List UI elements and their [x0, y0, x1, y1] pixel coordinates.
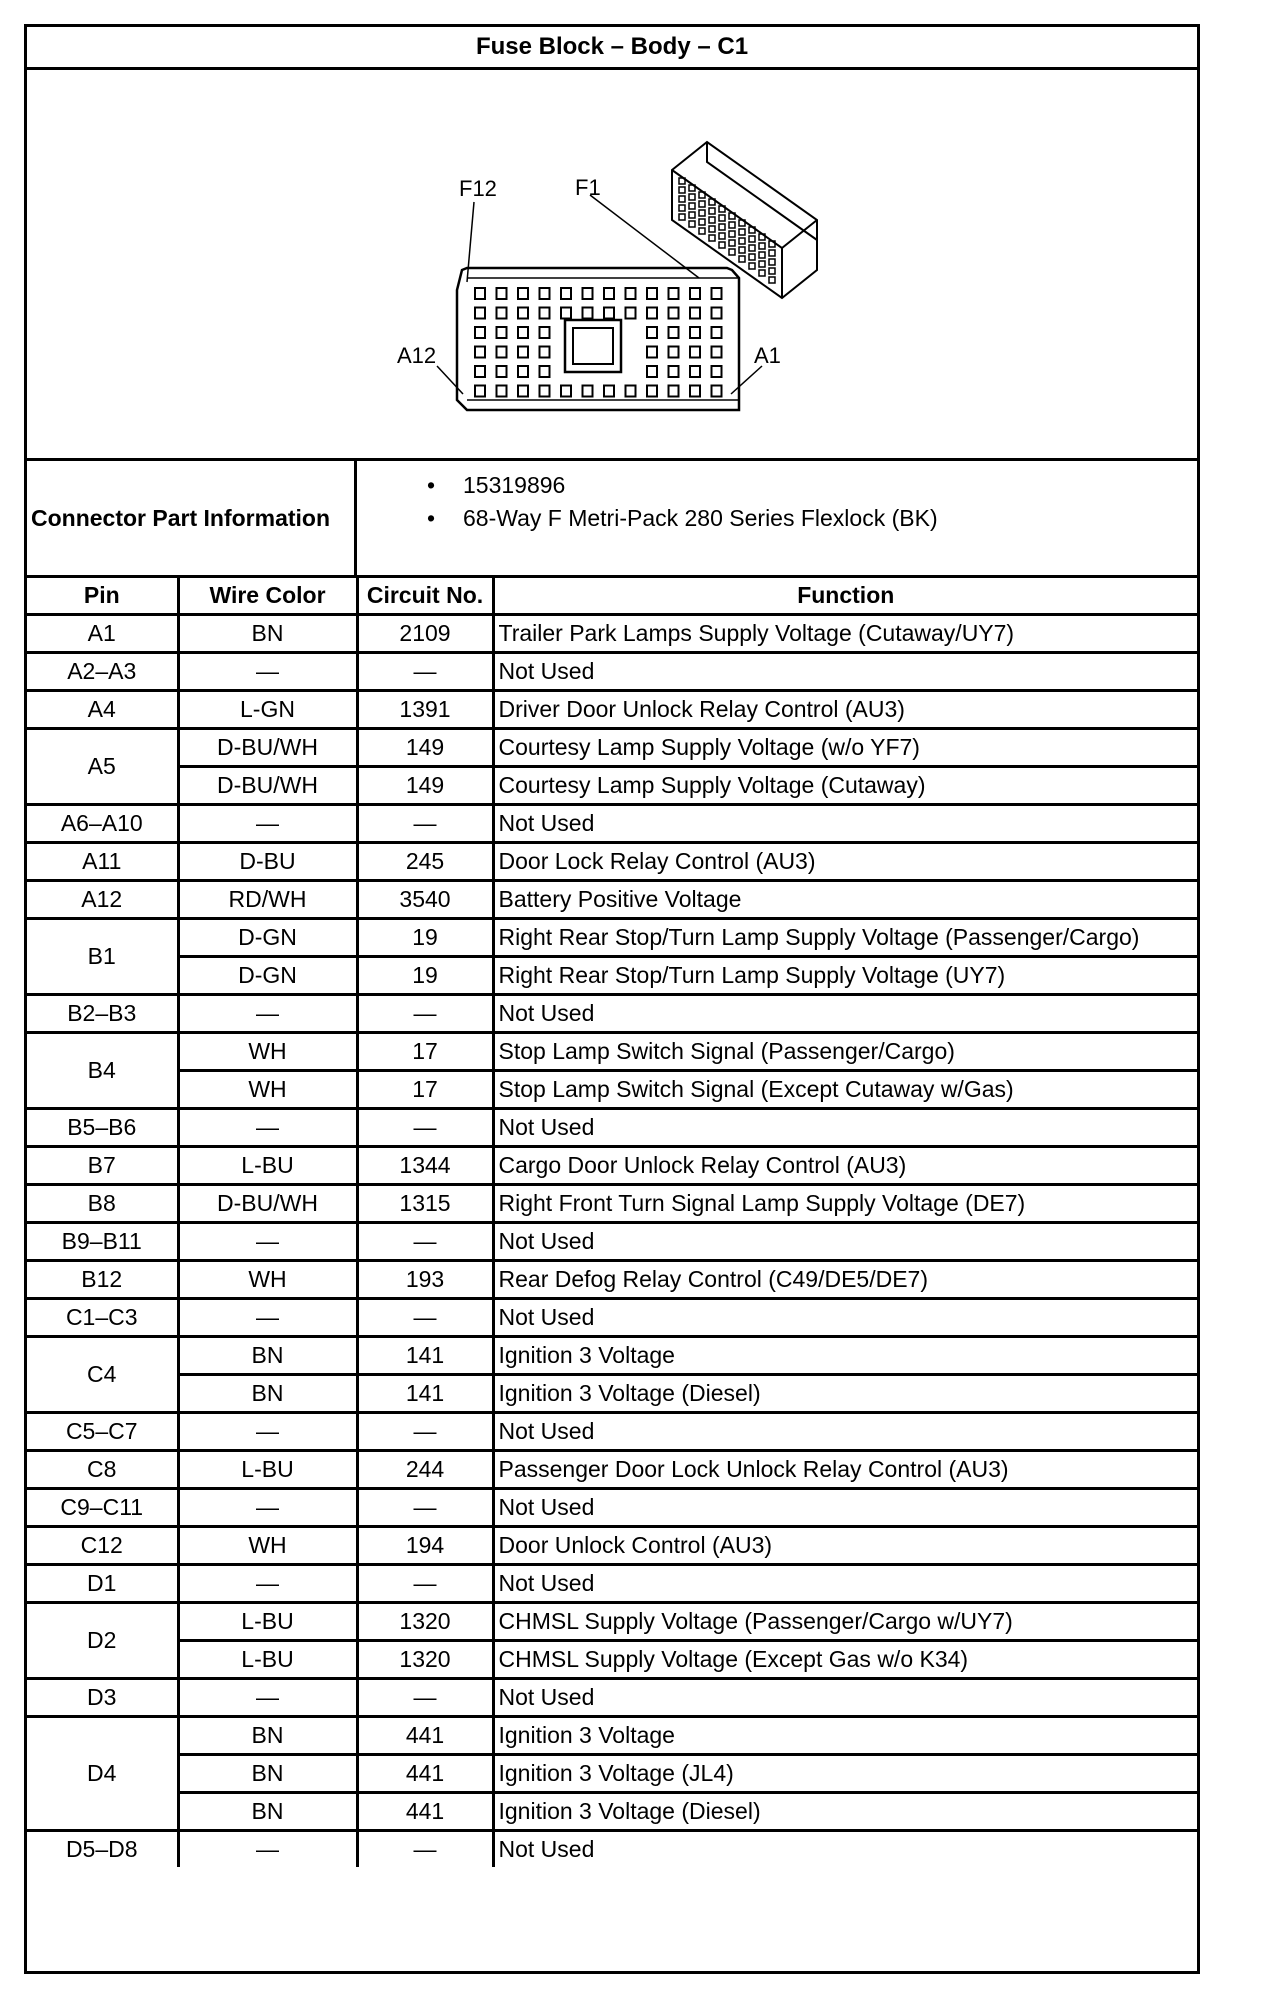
- table-row: [27, 995, 1197, 1033]
- function-cell: Not Used: [493, 1831, 1197, 1868]
- function-cell: Not Used: [493, 805, 1197, 843]
- function-cell: Passenger Door Lock Unlock Relay Control (AU3): [493, 1451, 1197, 1489]
- header-pin: Pin: [27, 578, 178, 615]
- pin-cell: A6–A10: [27, 805, 178, 843]
- iso-cavity: [719, 215, 725, 221]
- terminal-cavity: [712, 308, 722, 319]
- iso-cavity: [679, 196, 685, 202]
- circuit-cell: —: [357, 1109, 493, 1147]
- table-row: [27, 1109, 1197, 1147]
- function-cell: Not Used: [493, 1565, 1197, 1603]
- connector-document: [24, 24, 1200, 1974]
- terminal-cavity: [497, 347, 507, 358]
- function-cell: Not Used: [493, 653, 1197, 691]
- pin-cell: C8: [27, 1451, 178, 1489]
- table-row: [27, 1033, 1197, 1071]
- terminal-cavity: [604, 386, 614, 397]
- terminal-cavity: [497, 308, 507, 319]
- wire-color-cell: L-BU: [178, 1603, 357, 1641]
- terminal-cavity: [540, 327, 550, 338]
- circuit-cell: —: [357, 1223, 493, 1261]
- function-cell: Stop Lamp Switch Signal (Passenger/Cargo): [493, 1033, 1197, 1071]
- iso-cavity: [699, 219, 705, 225]
- pin-cell: B9–B11: [27, 1223, 178, 1261]
- pin-table: [27, 578, 1197, 1867]
- pin-cell: A12: [27, 881, 178, 919]
- iso-cavity: [739, 247, 745, 253]
- pin-cell: A4: [27, 691, 178, 729]
- circuit-cell: 17: [357, 1033, 493, 1071]
- wire-color-cell: —: [178, 805, 357, 843]
- terminal-cavity: [497, 288, 507, 299]
- function-cell: Not Used: [493, 1299, 1197, 1337]
- wire-color-cell: L-BU: [178, 1641, 357, 1679]
- table-row: [27, 1223, 1197, 1261]
- iso-cavity: [709, 208, 715, 214]
- circuit-cell: 149: [357, 729, 493, 767]
- table-row: [27, 805, 1197, 843]
- iso-cavity: [709, 226, 715, 232]
- circuit-cell: 1320: [357, 1641, 493, 1679]
- terminal-cavity: [626, 386, 636, 397]
- iso-cavity: [729, 231, 735, 237]
- label-f12: F12: [459, 176, 497, 201]
- circuit-cell: —: [357, 805, 493, 843]
- pin-cell: C1–C3: [27, 1299, 178, 1337]
- iso-cavity: [709, 217, 715, 223]
- function-cell: CHMSL Supply Voltage (Passenger/Cargo w/UY7): [493, 1603, 1197, 1641]
- pin-cell: A5: [27, 729, 178, 805]
- pin-cell: C5–C7: [27, 1413, 178, 1451]
- function-cell: Ignition 3 Voltage: [493, 1717, 1197, 1755]
- function-cell: Not Used: [493, 1413, 1197, 1451]
- table-row: [27, 653, 1197, 691]
- function-cell: Right Front Turn Signal Lamp Supply Voltage (DE7): [493, 1185, 1197, 1223]
- header-wire-color: Wire Color: [178, 578, 357, 615]
- circuit-cell: —: [357, 1565, 493, 1603]
- terminal-cavity: [669, 308, 679, 319]
- connector-part-info: [27, 461, 1197, 578]
- terminal-cavity: [626, 308, 636, 319]
- function-cell: Ignition 3 Voltage: [493, 1337, 1197, 1375]
- function-cell: Door Unlock Control (AU3): [493, 1527, 1197, 1565]
- label-a12: A12: [397, 343, 437, 368]
- pin-cell: B8: [27, 1185, 178, 1223]
- terminal-cavity: [540, 308, 550, 319]
- wire-color-cell: —: [178, 1109, 357, 1147]
- iso-cavity: [719, 242, 725, 248]
- iso-cavity: [749, 236, 755, 242]
- terminal-cavity: [583, 386, 593, 397]
- terminal-cavity: [475, 327, 485, 338]
- wire-color-cell: L-GN: [178, 691, 357, 729]
- wire-color-cell: WH: [178, 1527, 357, 1565]
- pin-cell: D3: [27, 1679, 178, 1717]
- function-cell: Door Lock Relay Control (AU3): [493, 843, 1197, 881]
- terminal-cavity: [475, 366, 485, 377]
- function-cell: Not Used: [493, 1223, 1197, 1261]
- terminal-cavity: [518, 386, 528, 397]
- circuit-cell: 17: [357, 1071, 493, 1109]
- table-row: [27, 1717, 1197, 1755]
- iso-cavity: [719, 233, 725, 239]
- part-info-list: [357, 461, 1197, 575]
- iso-cavity: [759, 252, 765, 258]
- circuit-cell: 1315: [357, 1185, 493, 1223]
- function-cell: Ignition 3 Voltage (Diesel): [493, 1793, 1197, 1831]
- iso-cavity: [679, 187, 685, 193]
- function-cell: Stop Lamp Switch Signal (Except Cutaway w/Gas): [493, 1071, 1197, 1109]
- function-cell: Right Rear Stop/Turn Lamp Supply Voltage (Passenger/Cargo): [493, 919, 1197, 957]
- table-row: [27, 1299, 1197, 1337]
- circuit-cell: 441: [357, 1793, 493, 1831]
- iso-cavity: [679, 205, 685, 211]
- terminal-cavity: [475, 288, 485, 299]
- table-row: [27, 1261, 1197, 1299]
- table-row: [27, 615, 1197, 653]
- terminal-cavity: [647, 347, 657, 358]
- wire-color-cell: BN: [178, 1717, 357, 1755]
- circuit-cell: 1391: [357, 691, 493, 729]
- wire-color-cell: L-BU: [178, 1147, 357, 1185]
- wire-color-cell: BN: [178, 1375, 357, 1413]
- circuit-cell: —: [357, 1299, 493, 1337]
- pin-cell: D1: [27, 1565, 178, 1603]
- terminal-cavity: [518, 288, 528, 299]
- terminal-cavity: [669, 288, 679, 299]
- terminal-cavity: [690, 347, 700, 358]
- wire-color-cell: D-GN: [178, 919, 357, 957]
- circuit-cell: 441: [357, 1717, 493, 1755]
- terminal-cavity: [690, 308, 700, 319]
- pin-cell: A1: [27, 615, 178, 653]
- pin-cell: B12: [27, 1261, 178, 1299]
- table-row: [27, 1337, 1197, 1375]
- terminal-cavity: [690, 366, 700, 377]
- table-row: [27, 957, 1197, 995]
- pin-cell: C4: [27, 1337, 178, 1413]
- terminal-cavity: [647, 308, 657, 319]
- terminal-cavity: [540, 288, 550, 299]
- wire-color-cell: WH: [178, 1071, 357, 1109]
- terminal-cavity: [561, 386, 571, 397]
- iso-cavity: [759, 243, 765, 249]
- wire-color-cell: RD/WH: [178, 881, 357, 919]
- wire-color-cell: —: [178, 1223, 357, 1261]
- iso-cavity: [699, 228, 705, 234]
- terminal-cavity: [647, 366, 657, 377]
- table-row: [27, 1489, 1197, 1527]
- wire-color-cell: D-BU/WH: [178, 729, 357, 767]
- connector-face-illustration: [27, 70, 1197, 458]
- circuit-cell: 441: [357, 1755, 493, 1793]
- circuit-cell: 19: [357, 957, 493, 995]
- function-cell: Ignition 3 Voltage (JL4): [493, 1755, 1197, 1793]
- table-row: [27, 1755, 1197, 1793]
- circuit-cell: 2109: [357, 615, 493, 653]
- function-cell: Courtesy Lamp Supply Voltage (w/o YF7): [493, 729, 1197, 767]
- iso-cavity: [699, 210, 705, 216]
- pin-cell: B5–B6: [27, 1109, 178, 1147]
- table-row: [27, 1831, 1197, 1868]
- circuit-cell: 194: [357, 1527, 493, 1565]
- circuit-cell: 141: [357, 1375, 493, 1413]
- function-cell: Trailer Park Lamps Supply Voltage (Cutaway/UY7): [493, 615, 1197, 653]
- terminal-cavity: [518, 347, 528, 358]
- wire-color-cell: WH: [178, 1033, 357, 1071]
- iso-cavity: [749, 254, 755, 260]
- terminal-cavity: [540, 366, 550, 377]
- header-circuit: Circuit No.: [357, 578, 493, 615]
- table-header-row: [27, 578, 1197, 615]
- wire-color-cell: D-BU/WH: [178, 767, 357, 805]
- iso-cavity: [749, 245, 755, 251]
- connector-diagram: [27, 70, 1197, 461]
- circuit-cell: —: [357, 1413, 493, 1451]
- function-cell: Battery Positive Voltage: [493, 881, 1197, 919]
- wire-color-cell: WH: [178, 1261, 357, 1299]
- part-info-label: Connector Part Information: [27, 461, 357, 575]
- iso-cavity: [739, 256, 745, 262]
- table-row: [27, 843, 1197, 881]
- wire-color-cell: BN: [178, 615, 357, 653]
- table-row: [27, 1147, 1197, 1185]
- header-function: Function: [493, 578, 1197, 615]
- page-title: Fuse Block – Body – C1: [27, 27, 1197, 70]
- connector-description: • 68-Way F Metri-Pack 280 Series Flexlock (BK): [427, 502, 1197, 535]
- circuit-cell: 1320: [357, 1603, 493, 1641]
- a1-leader-line: [731, 366, 762, 394]
- function-cell: Rear Defog Relay Control (C49/DE5/DE7): [493, 1261, 1197, 1299]
- terminal-cavity: [647, 327, 657, 338]
- table-row: [27, 1603, 1197, 1641]
- circuit-cell: 3540: [357, 881, 493, 919]
- circuit-cell: 1344: [357, 1147, 493, 1185]
- circuit-cell: 19: [357, 919, 493, 957]
- terminal-cavity: [583, 308, 593, 319]
- table-row: [27, 729, 1197, 767]
- function-cell: Cargo Door Unlock Relay Control (AU3): [493, 1147, 1197, 1185]
- pin-cell: B7: [27, 1147, 178, 1185]
- table-row: [27, 1793, 1197, 1831]
- wire-color-cell: —: [178, 1413, 357, 1451]
- iso-cavity: [689, 221, 695, 227]
- function-cell: Not Used: [493, 1679, 1197, 1717]
- table-row: [27, 1185, 1197, 1223]
- circuit-cell: —: [357, 1679, 493, 1717]
- iso-cavity: [729, 249, 735, 255]
- terminal-cavity: [540, 386, 550, 397]
- wire-color-cell: BN: [178, 1755, 357, 1793]
- terminal-cavity: [475, 308, 485, 319]
- circuit-cell: —: [357, 1489, 493, 1527]
- iso-cavity: [769, 268, 775, 274]
- part-number: • 15319896: [427, 469, 1197, 502]
- circuit-cell: —: [357, 1831, 493, 1868]
- pin-cell: B1: [27, 919, 178, 995]
- table-row: [27, 881, 1197, 919]
- a12-leader-line: [437, 366, 463, 394]
- pin-cell: B2–B3: [27, 995, 178, 1033]
- table-row: [27, 1071, 1197, 1109]
- f1-leader-line: [590, 195, 699, 278]
- function-cell: Courtesy Lamp Supply Voltage (Cutaway): [493, 767, 1197, 805]
- wire-color-cell: —: [178, 1831, 357, 1868]
- iso-cavity: [739, 229, 745, 235]
- circuit-cell: 193: [357, 1261, 493, 1299]
- function-cell: Right Rear Stop/Turn Lamp Supply Voltage (UY7): [493, 957, 1197, 995]
- terminal-cavity: [690, 386, 700, 397]
- terminal-cavity: [475, 347, 485, 358]
- label-f1: F1: [575, 175, 601, 200]
- circuit-cell: 245: [357, 843, 493, 881]
- wire-color-cell: —: [178, 1679, 357, 1717]
- wire-color-cell: —: [178, 1489, 357, 1527]
- circuit-cell: 149: [357, 767, 493, 805]
- function-cell: Not Used: [493, 995, 1197, 1033]
- table-row: [27, 1641, 1197, 1679]
- function-cell: Not Used: [493, 1489, 1197, 1527]
- table-row: [27, 1413, 1197, 1451]
- terminal-cavity: [712, 386, 722, 397]
- function-cell: Not Used: [493, 1109, 1197, 1147]
- iso-cavity: [719, 224, 725, 230]
- function-cell: Driver Door Unlock Relay Control (AU3): [493, 691, 1197, 729]
- terminal-cavity: [561, 308, 571, 319]
- wire-color-cell: —: [178, 1565, 357, 1603]
- wire-color-cell: D-GN: [178, 957, 357, 995]
- wire-color-cell: L-BU: [178, 1451, 357, 1489]
- pin-cell: C12: [27, 1527, 178, 1565]
- wire-color-cell: D-BU/WH: [178, 1185, 357, 1223]
- terminal-cavity: [669, 366, 679, 377]
- iso-cavity: [699, 201, 705, 207]
- circuit-cell: —: [357, 995, 493, 1033]
- wire-color-cell: —: [178, 1299, 357, 1337]
- circuit-cell: —: [357, 653, 493, 691]
- terminal-cavity: [475, 386, 485, 397]
- circuit-cell: 244: [357, 1451, 493, 1489]
- label-a1: A1: [754, 343, 781, 368]
- iso-cavity: [769, 259, 775, 265]
- iso-cavity: [729, 222, 735, 228]
- table-row: [27, 1679, 1197, 1717]
- terminal-cavity: [647, 288, 657, 299]
- terminal-cavity: [647, 386, 657, 397]
- table-row: [27, 1565, 1197, 1603]
- iso-cavity: [739, 238, 745, 244]
- iso-cavity: [759, 261, 765, 267]
- terminal-cavity: [497, 327, 507, 338]
- iso-cavity: [709, 235, 715, 241]
- terminal-cavity: [626, 288, 636, 299]
- terminal-cavity: [518, 366, 528, 377]
- table-row: [27, 691, 1197, 729]
- terminal-cavity: [712, 327, 722, 338]
- wire-color-cell: BN: [178, 1337, 357, 1375]
- pin-cell: C9–C11: [27, 1489, 178, 1527]
- pin-cell: D4: [27, 1717, 178, 1831]
- terminal-cavity: [712, 288, 722, 299]
- table-row: [27, 1527, 1197, 1565]
- pin-cell: D5–D8: [27, 1831, 178, 1868]
- pin-cell: D2: [27, 1603, 178, 1679]
- f12-leader-line: [467, 202, 474, 282]
- pin-cell: B4: [27, 1033, 178, 1109]
- iso-cavity: [679, 214, 685, 220]
- iso-cavity: [749, 263, 755, 269]
- function-cell: Ignition 3 Voltage (Diesel): [493, 1375, 1197, 1413]
- terminal-cavity: [497, 366, 507, 377]
- iso-cavity: [729, 240, 735, 246]
- table-row: [27, 1451, 1197, 1489]
- terminal-cavity: [669, 327, 679, 338]
- wire-color-cell: D-BU: [178, 843, 357, 881]
- pin-cell: A2–A3: [27, 653, 178, 691]
- terminal-cavity: [690, 288, 700, 299]
- table-row: [27, 1375, 1197, 1413]
- terminal-cavity: [712, 347, 722, 358]
- function-cell: CHMSL Supply Voltage (Except Gas w/o K34): [493, 1641, 1197, 1679]
- iso-cavity: [759, 270, 765, 276]
- terminal-cavity: [669, 347, 679, 358]
- iso-cavity: [769, 277, 775, 283]
- iso-cavity: [689, 194, 695, 200]
- terminal-cavity: [690, 327, 700, 338]
- terminal-cavity: [518, 327, 528, 338]
- terminal-cavity: [604, 308, 614, 319]
- wire-color-cell: —: [178, 653, 357, 691]
- iso-cavity: [689, 203, 695, 209]
- terminal-cavity: [497, 386, 507, 397]
- wire-color-cell: —: [178, 995, 357, 1033]
- terminal-cavity: [583, 288, 593, 299]
- iso-cavity: [689, 212, 695, 218]
- pin-cell: A11: [27, 843, 178, 881]
- terminal-cavity: [561, 288, 571, 299]
- table-row: [27, 767, 1197, 805]
- terminal-cavity: [712, 366, 722, 377]
- terminal-cavity: [540, 347, 550, 358]
- table-row: [27, 919, 1197, 957]
- circuit-cell: 141: [357, 1337, 493, 1375]
- terminal-cavity: [518, 308, 528, 319]
- terminal-cavity: [669, 386, 679, 397]
- terminal-cavity: [604, 288, 614, 299]
- iso-cavity: [769, 250, 775, 256]
- wire-color-cell: BN: [178, 1793, 357, 1831]
